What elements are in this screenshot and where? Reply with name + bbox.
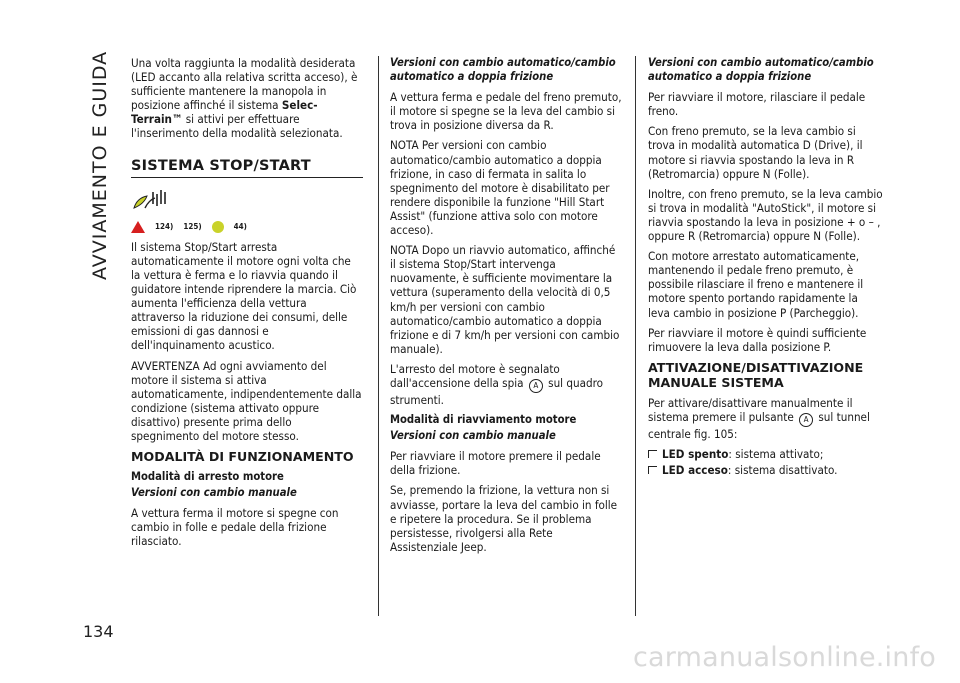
list-item: LED acceso: sistema disattivato. xyxy=(648,463,883,477)
paragraph: A vettura ferma il motore si spegne con cambio in folle e pedale della frizione rilasciato. xyxy=(131,506,339,549)
ref-125: 125) xyxy=(183,221,202,231)
paragraph: Per riavviare il motore è quindi sufficiente rimuovere la leva dalla posizione P. xyxy=(648,325,867,354)
watermark: carmanualsonline.info xyxy=(633,642,936,673)
chapter-side-title: AVVIAMENTO E GUIDA xyxy=(89,50,111,280)
paragraph: Con freno premuto, se la leva cambio si trova in modalità automatica D (Drive), il motore si riavvia spostando la leva in R (Retromarcia) oppure N (Folle). xyxy=(648,124,863,181)
paragraph: Per riavviare il motore premere il pedale della frizione. xyxy=(390,449,601,478)
italic-heading-automatico: Versioni con cambio automatico/cambio automatico a doppia frizione xyxy=(648,56,874,84)
column-2 xyxy=(390,56,622,560)
reference-row xyxy=(131,220,363,234)
heading-attivazione-manuale: ATTIVAZIONE/DISATTIVAZIONE MANUALE SISTEMA xyxy=(648,359,864,390)
paragraph: Per attivare/disattivare manualmente il sistema premere il pulsante A sul tunnel centrale fig. 105: xyxy=(648,395,870,441)
subheading-arresto: Modalità di arresto motore xyxy=(131,470,284,484)
paragraph: Se, premendo la frizione, la vettura non si avviasse, portare la leva del cambio in folle e ripetere la procedura. Se il problema persistesse, rivolgersi alla Rete Assistenziale Jeep. xyxy=(390,483,618,554)
page-number: 134 xyxy=(83,622,114,641)
stop-start-button-icon: A xyxy=(799,413,813,427)
stop-start-symbol-row xyxy=(131,182,363,218)
stop-start-warning-light-icon: A xyxy=(529,379,543,393)
paragraph: Il sistema Stop/Start arresta automaticamente il motore ogni volta che la vettura è ferma e lo riavvia quando il guidatore intende riprendere la marcia. Ciò aumenta l'efficienza della vettura attraverso la riduzione dei consumi, delle emissioni di gas dannosi e dell'inquinamento acustico. xyxy=(131,239,357,353)
paragraph: Per riavviare il motore, rilasciare il pedale freno. xyxy=(648,90,866,119)
column-divider xyxy=(635,56,636,616)
warning-triangle-icon xyxy=(131,221,145,233)
note-paragraph: NOTA Per versioni con cambio automatico/cambio automatico a doppia frizione, in caso di fermata in salita lo spegnimento del motore è disabilitato per rendere disponibile la funzione "Hill Start Assist" (funzione attiva solo con motore acceso). xyxy=(390,138,610,238)
italic-heading-manuale: Versioni con cambio manuale xyxy=(390,429,556,443)
intro-paragraph: Una volta raggiunta la modalità desiderata (LED accanto alla relativa scritta acceso), è sufficiente mantenere la manopola in posizione affinché il sistema Selec-Terrain™ si attivi per effettuare l'inserimento della modalità selezionata. xyxy=(131,56,358,141)
column-3 xyxy=(648,56,883,479)
ref-44: 44) xyxy=(233,221,247,231)
column-divider xyxy=(378,56,379,616)
column-1 xyxy=(131,56,363,555)
heading-modalita: MODALITÀ DI FUNZIONAMENTO xyxy=(131,449,354,465)
italic-heading-manuale: Versioni con cambio manuale xyxy=(131,486,297,500)
paragraph: A vettura ferma e pedale del freno premuto, il motore si spegne se la leva del cambio si trova in posizione diversa da R. xyxy=(390,90,622,133)
heading-stop-start: SISTEMA STOP/START xyxy=(131,159,363,178)
bullet-icon xyxy=(648,466,657,474)
paragraph: L'arresto del motore è segnalato dall'accensione della spia A sul quadro strumenti. xyxy=(390,361,604,407)
subheading-riavvio: Modalità di riavviamento motore xyxy=(390,413,577,427)
bullet-icon xyxy=(648,450,657,458)
eco-leaf-stop-start-icon xyxy=(131,186,169,214)
paragraph: Inoltre, con freno premuto, se la leva cambio si trova in modalità "AutoStick", il motore si riavvia spostando la leva in posizione + o – , oppure R (Retromarcia) oppure N (Folle). xyxy=(648,186,883,244)
warning-paragraph: AVVERTENZA Ad ogni avviamento del motore il sistema si attiva automaticamente, indipendentemente dalla condizione (sistema attivato oppure disattivo) presente prima dello spegnimento del motore stesso. xyxy=(131,358,362,443)
note-paragraph: NOTA Dopo un riavvio automatico, affinché il sistema Stop/Start intervenga nuovamente, è sufficiente movimentare la vettura (superamento della velocità di 0,5 km/h per versioni con cambio automatico/cambio automatico a doppia frizione e di 7 km/h per versioni con cambio manuale). xyxy=(390,243,620,356)
ref-124: 124) xyxy=(155,221,174,231)
list-item: LED spento: sistema attivato; xyxy=(648,447,883,461)
italic-heading-automatico: Versioni con cambio automatico/cambio automatico a doppia frizione xyxy=(390,56,616,84)
environment-leaf-icon xyxy=(212,221,224,233)
paragraph: Con motore arrestato automaticamente, mantenendo il pedale freno premuto, è possibile rilasciare il freno e mantenere il motore spento portando rapidamente la leva cambio in posizione P (Parcheggio). xyxy=(648,249,864,320)
selec-terrain-label: Selec-Terrain™ xyxy=(131,98,318,127)
